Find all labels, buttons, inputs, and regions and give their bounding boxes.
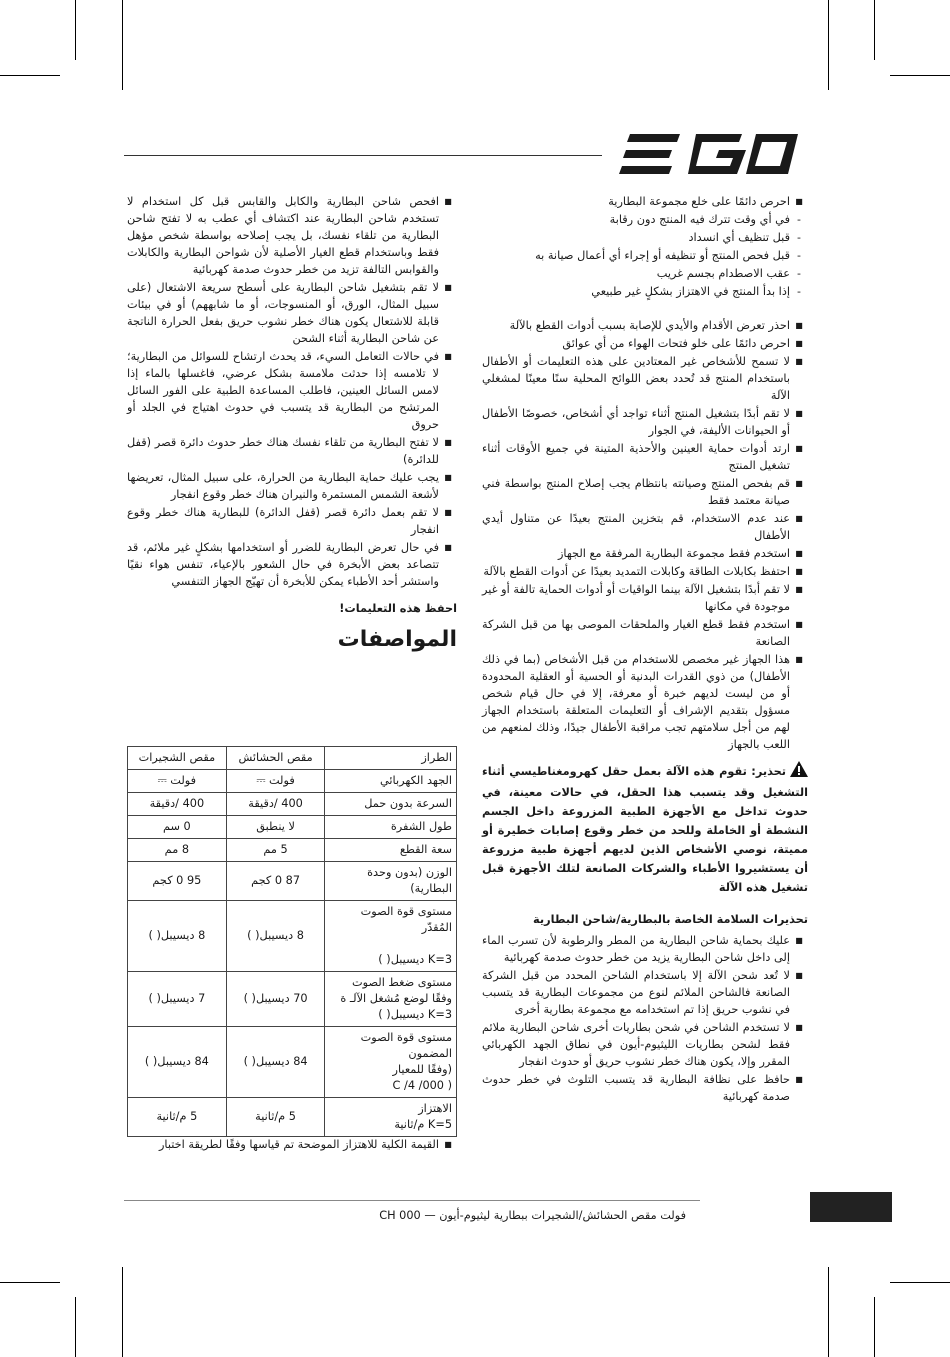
bullet-marker: ■ (795, 1023, 803, 1032)
table-cell: 70 ديسيبل( ) (226, 972, 325, 1027)
list-item-text: احرص دائمًا على خلع مجموعة البطارية (608, 195, 790, 208)
bullet-marker: ■ (444, 352, 452, 361)
bullet-marker: ■ (795, 444, 803, 453)
table-cell: 84 ديسيبل( ) (128, 1027, 227, 1098)
bullet-marker: - (797, 231, 801, 244)
battery-heading: تحذيرات السلامة الخاصة بالبطارية/شاحن البطارية (533, 913, 808, 926)
bullet-marker: ■ (795, 655, 803, 664)
table-cell: 400 /دقيقة (226, 793, 325, 816)
bullet-marker: ■ (444, 283, 452, 292)
crop-mark (874, 0, 875, 60)
list-item (482, 211, 808, 228)
table-cell: مستوى ضغط الصوت وفقًا لوضع مُشغل الآلـ ة 3=K ديسيبل( ) (325, 972, 457, 1027)
crop-mark (874, 1297, 875, 1357)
bullet-marker: ■ (444, 473, 452, 482)
list-item (482, 1071, 808, 1105)
list-item (482, 545, 808, 562)
bullet-marker: ■ (795, 936, 803, 945)
list-item (482, 405, 808, 439)
list-item (482, 1019, 808, 1070)
bullet-marker: ■ (795, 549, 803, 558)
list-item (482, 510, 808, 544)
bullet-marker: ■ (795, 620, 803, 629)
spec-header-cell: مقص الشجيرات (128, 747, 227, 770)
battery-list (482, 932, 808, 1105)
spec-title: المواصفات (337, 627, 457, 652)
table-cell: فولت ⎓ (128, 770, 227, 793)
list-item-text: لا تقم أبدًا بتشغيل الآلة بينما الواقيات أو أدوات الحماية تالفة أو غير موجودة في مكانها (482, 583, 790, 613)
table-note-text: القيمة الكلية للاهتزاز الموضحة تم قياسها وفقًا لطريقة اختبار (158, 1138, 439, 1151)
list-item-text: لا تسمح للأشخاص غير المعتادين على هذه التعليمات أو الأطفال باستخدام المنتج قد تُحدد بعض اللوائح المحلية سنًا معينًا لمشغلي الآلة (482, 355, 790, 402)
table-row (128, 793, 457, 816)
bullet-marker: ■ (795, 971, 803, 980)
table-cell: 0 سم (128, 816, 227, 839)
list-item (127, 279, 457, 347)
list-item-text: ارتد أدوات حماية العينين والأحذية المتينة في جميع الأوقات أثناء تشغيل المنتج (482, 442, 790, 472)
bullet-marker: - (797, 267, 801, 280)
list-item (482, 283, 808, 300)
table-cell: 84 ديسيبل( ) (226, 1027, 325, 1098)
emf-warning-text: تحذير: تقوم هذه الآلة بعمل حقل كهرومغناطيسي أثناء التشغيل وقد يتسبب هذا الحقل، في حالات معينة، في حدوث تداخل مع الأجهزة الطبية المزروعة داخل الجسم النشطة أو الخاملة وللحد من خطر وقوع إصابات خطيرة أو مميتة، نوصي الأشخاص الذين لديهم أجهزة طبية مزروعة أن يستشيروا الأطباء والشركات الصانعة لتلك الأجهزة قبل تشغيل هذه الآلة (482, 765, 808, 894)
emf-warning (482, 761, 808, 897)
table-row (128, 972, 457, 1027)
page-tab (810, 1192, 892, 1222)
left-column (127, 193, 457, 660)
list-item (127, 539, 457, 590)
list-item-text: في حالات التعامل السيء، قد يحدث ارتشاح للسوائل من البطارية؛ لا تلامسه إذا حدثت ملامسة بشكل عرضي، فاغسلها بالماء إذا لامس السائل العينين، فاطلب المساعدة الطبية على الفور السائل المرتشح من البطارية قد يتسبب في حدوث اهتياج في الجلد أو حروق (127, 350, 439, 431)
table-cell: الجهد الكهربائي (325, 770, 457, 793)
bullet-marker: ■ (795, 321, 803, 330)
table-row (128, 839, 457, 862)
bullet-marker: ■ (795, 357, 803, 366)
bullet-marker: ■ (795, 479, 803, 488)
header-rule (124, 155, 602, 156)
table-cell: الاهتزاز 5=K م/ثانية (325, 1098, 457, 1137)
bullet-marker: - (797, 285, 801, 298)
crop-mark (75, 1297, 76, 1357)
table-cell: 5 م/ثانية (226, 1098, 325, 1137)
list-item (482, 563, 808, 580)
list-item (482, 335, 808, 352)
bullet-marker: ■ (795, 409, 803, 418)
table-note (127, 1136, 457, 1154)
table-cell: مستوى قوة الصوت المضمون (وفقًا للمعيار ( 000/ 4/ C (325, 1027, 457, 1098)
bullet-marker: ■ (444, 1140, 452, 1149)
list-item (482, 651, 808, 753)
list-item-text: إذا بدأ المنتج في الاهتزاز بشكلٍ غير طبيعي (591, 285, 790, 298)
spec-header-row (128, 747, 457, 770)
list-item-text: هذا الجهاز غير مخصص للاستخدام من قبل الأشخاص (بما في ذلك الأطفال) من ذوي القدرات البدنية أو الحسية أو العقلية المحدودة أو من ليست لديهم خبرة أو معرفة، إلا في حال قيام شخص مسؤول بتقديم الإشراف أو التعليمات المتعلقة باستخدام الجهاز لهم من أجل سلامتهم تجب مراقبة الأطفال جيدًا، وذلك لمنعهم من اللعب بالجهاز (482, 653, 790, 751)
crop-mark (122, 0, 123, 90)
list-item-text: استخدم فقط قطع الغيار والملحقات الموصى بها من قبل الشركة الصانعة (482, 618, 790, 648)
list-item (482, 440, 808, 474)
warning-triangle-icon (790, 761, 808, 783)
list-item (482, 581, 808, 615)
keep-instructions: احفظ هذه التعليمات! (339, 602, 457, 615)
list-item-text: في أي وقت تترك فيه المنتج دون رقابة (609, 213, 790, 226)
list-item-text: قبل فحص المنتج أو تنظيفه أو إجراء أي أعمال صيانة به (535, 249, 790, 262)
list-item-text: لا تُعد شحن الآلة إلا باستخدام الشاحن المحدد من قبل الشركة الصانعة فالشاحن الملائم لنوع من مجموعات البطارية قد يتسبب في نشوب حريق إذا تم استخدامه مع مجموعة بطارية أخرى (482, 969, 790, 1016)
bullet-marker: ■ (795, 514, 803, 523)
table-row (128, 901, 457, 972)
list-item (482, 193, 808, 210)
list-item-text: لا تقم بعمل دائرة قصر (قفل الدائرة) للبطارية هناك خطر وقوع انفجار (127, 506, 439, 536)
crop-mark (75, 0, 76, 60)
table-cell: السرعة بدون حمل (325, 793, 457, 816)
crop-mark (828, 0, 829, 90)
bullet-marker: - (797, 213, 801, 226)
table-row (128, 1027, 457, 1098)
bullet-marker: ■ (444, 438, 452, 447)
table-cell: فولت ⎓ (226, 770, 325, 793)
bullet-marker: ■ (795, 585, 803, 594)
table-cell: 5 مم (226, 839, 325, 862)
list-item-text: احذر تعرض الأقدام والأيدي للإصابة بسبب أدوات القطع بالآلة (509, 319, 790, 332)
bullet-marker: ■ (444, 543, 452, 552)
spec-table (127, 746, 457, 1137)
brand-logo (616, 132, 801, 178)
list-item-text: حافظ على نظافة البطارية قد يتسبب التلوث في خطر حدوث صدمة كهربائية (482, 1073, 790, 1103)
table-cell: لا ينطبق (226, 816, 325, 839)
list-item (127, 434, 457, 468)
footer-text: فولت مقص الحشائش/الشجيرات ببطارية ليثيوم-أيون — CH 000 (379, 1209, 686, 1222)
table-cell: 87 0 كجم (226, 862, 325, 901)
table-cell: 7 ديسيبل( ) (128, 972, 227, 1027)
table-row (128, 816, 457, 839)
list-item-text: قبل تنظيف أي انسداد (688, 231, 790, 244)
crop-mark (0, 1282, 60, 1283)
list-item-text: لا تقم بتشغيل شاحن البطارية على أسطح سريعة الاشتعال (على سبيل المثال، الورق، أو المنسوجات، أو ما شابههم) أو في بيئات قابلة للاشتعال يكون هناك خطر نشوب حريق بفعل الحرارة الناتجة عن شاحن البطارية أثناء الشحن (127, 281, 439, 345)
bullet-marker: ■ (444, 197, 452, 206)
table-cell: 95 0 كجم (128, 862, 227, 901)
bullet-marker: ■ (795, 1075, 803, 1084)
list-item (482, 353, 808, 404)
spec-header-cell: مقص الحشائش (226, 747, 325, 770)
list-item (482, 229, 808, 246)
table-cell: 8 مم (128, 839, 227, 862)
bullet-marker: ■ (444, 508, 452, 517)
list-item (127, 504, 457, 538)
crop-mark (122, 1267, 123, 1357)
crop-mark (0, 75, 60, 76)
table-cell: 8 ديسيبل( ) (226, 901, 325, 972)
table-cell: الوزن (بدون وحدة البطارية) (325, 862, 457, 901)
list-item-text: يجب عليك حماية البطارية من الحرارة، على سبيل المثال، تعريضها لأشعة الشمس المستمرة والنيران هناك خطر وقوع انفجار (127, 471, 439, 501)
list-item (482, 317, 808, 334)
list-item (482, 265, 808, 282)
list-item (482, 475, 808, 509)
list-item (482, 932, 808, 966)
list-item-text: عند عدم الاستخدام، قم بتخزين المنتج بعيدًا عن متناول أيدي الأطفال (482, 512, 790, 542)
table-row (128, 1098, 457, 1137)
list-item (482, 967, 808, 1018)
list-item (482, 616, 808, 650)
bullet-marker: ■ (795, 339, 803, 348)
safety-list (482, 193, 808, 753)
table-cell: 8 ديسيبل( ) (128, 901, 227, 972)
spec-header-cell: الطراز (325, 747, 457, 770)
list-item (127, 469, 457, 503)
right-column (482, 193, 808, 1106)
list-item-text: قم بفحص المنتج وصيانته بانتظام يجب إصلاح المنتج بواسطة فني صيانة معتمد فقط (482, 477, 790, 507)
battery-safety-list (127, 193, 457, 590)
list-item-text: لا تقم أبدًا بتشغيل المنتج أثناء تواجد أي أشخاص، خصوصًا الأطفال أو الحيوانات الأليفة، في الجوار (482, 407, 790, 437)
list-item-text: استخدم فقط مجموعة البطارية المرفقة مع الجهاز (557, 547, 790, 560)
table-cell: 400 /دقيقة (128, 793, 227, 816)
table-row (128, 862, 457, 901)
table-row (128, 770, 457, 793)
list-item-text: احرص دائمًا على خلو فتحات الهواء من أي عوائق (562, 337, 790, 350)
crop-mark (828, 1267, 829, 1357)
crop-mark (890, 1282, 950, 1283)
table-cell: 5 م/ثانية (128, 1098, 227, 1137)
list-item-text: في حال تعرض البطارية للضرر أو استخدامها بشكلٍ غير ملائم، قد تتصاعد بعض الأبخرة في حال الشعور بالإعياء، تنفس هواء نقيًا واستشر أحد الأطباء يمكن للأبخرة أن تهيّج الجهاز التنفسي (127, 541, 439, 588)
list-item-text: احتفظ بكابلات الطاقة وكابلات التمديد بعيدًا عن أدوات القطع بالآلة (483, 565, 790, 578)
footer-rule (124, 1200, 700, 1201)
list-item (482, 247, 808, 264)
list-item-text: عقب الاصطدام بجسم غريب (656, 267, 790, 280)
crop-mark (890, 75, 950, 76)
list-item-text: عليك بحماية شاحن البطارية من المطر والرطوبة لأن تسرب الماء إلى داخل شاحن البطارية يزيد من خطر حدوث صدمة كهربائية (482, 934, 790, 964)
table-cell: مستوى قوة الصوت المُقدّر 3=K ديسيبل( ) (325, 901, 457, 972)
table-cell: طول الشفرة (325, 816, 457, 839)
bullet-marker: ■ (795, 197, 803, 206)
list-item-text: لا تستخدم الشاحن في شحن بطاريات أخرى شاحن البطارية ملائم فقط لشحن بطاريات الليثيوم-أيون في نطاق الجهد الكهربائي المقرر وإلا، يكون هناك خطر نشوب حريق أو حدوث انفجار (482, 1021, 790, 1068)
list-item-text: لا تفتح البطارية من تلقاء نفسك هناك خطر حدوث دائرة قصر (قفل للدائرة) (127, 436, 439, 466)
list-item (127, 348, 457, 433)
bullet-marker: - (797, 249, 801, 262)
list-item-text: افحص شاحن البطارية والكابل والقابس قبل كل استخدام لا تستخدم شاحن البطارية عند اكتشاف أي عطب به لا تفتح شاحن البطارية من تلقاء نفسك، بل يجب إصلاحه بواسطة شخص مؤهل فقط وباستخدام قطع الغيار الأصلية لأن شواحن البطارية والكابلات والقوابس التالفة تزيد من خطر حدوث صدمة كهربائية (127, 195, 439, 276)
list-item (127, 193, 457, 278)
table-cell: سعة القطع (325, 839, 457, 862)
bullet-marker: ■ (795, 567, 803, 576)
